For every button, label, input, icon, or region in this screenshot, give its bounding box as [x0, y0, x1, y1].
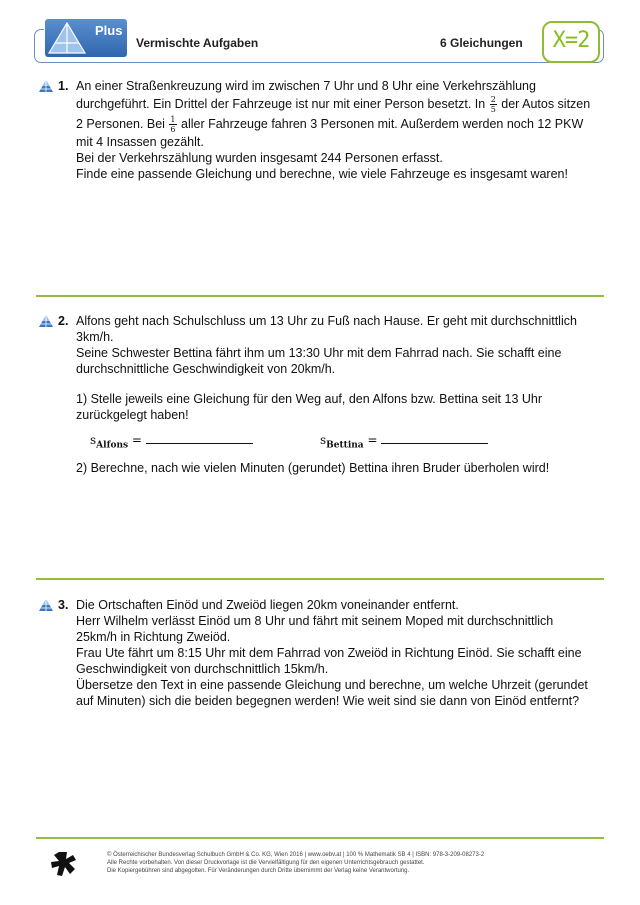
footer-line: Alle Rechte vorbehalten. Von dieser Druckvorlage ist die Vervielfältigung für den eigenen Unterrichtsgebrauch gestattet. [107, 860, 425, 866]
task-text [76, 460, 596, 476]
chapter-title: 6 Gleichungen [440, 36, 523, 50]
text-segment: durchgeführt. Ein Drittel der Fahrzeuge ist nur mit einer Person besetzt. In [76, 97, 489, 111]
fraction-numerator: 1 [170, 115, 176, 125]
spacer [76, 377, 596, 391]
text-line: durchschnittliche Geschwindigkeit von 20km/h. [76, 362, 336, 376]
badge-text: X=2 [552, 28, 590, 53]
copyright-notice [107, 851, 484, 875]
text-line: 25km/h in Richtung Zweiöd. [76, 630, 231, 644]
section-divider [36, 837, 604, 839]
task-number: 2. [58, 314, 69, 328]
text-line [76, 114, 596, 134]
task-number: 1. [58, 79, 69, 93]
logo-text: Plus [95, 23, 123, 38]
oebv-logo-icon [50, 850, 78, 878]
x-equals-2-badge [542, 21, 600, 63]
text-line: 3km/h. [76, 330, 114, 344]
s-subscript: Bettina [326, 440, 364, 451]
text-line: Alfons geht nach Schulschluss um 13 Uhr zu Fuß nach Hause. Er geht mit durchschnittlich [76, 314, 577, 328]
text-line: Die Ortschaften Einöd und Zweiöd liegen 20km voneinander entfernt. [76, 598, 459, 612]
plus-logo [45, 19, 127, 57]
text-line [76, 94, 596, 114]
text-line: Frau Ute fährt um 8:15 Uhr mit dem Fahrrad von Zweiöd in Richtung Einöd. Sie schafft eine [76, 646, 582, 660]
fraction-1-6 [169, 115, 176, 134]
s-symbol: s [320, 433, 327, 447]
equals-sign: = [128, 433, 146, 447]
text-line: zurückgelegt haben! [76, 408, 189, 422]
equals-sign: = [363, 433, 382, 447]
s-subscript: Alfons [96, 440, 129, 451]
text-line: mit 4 Insassen gezählt. [76, 135, 204, 149]
text-line: An einer Straßenkreuzung wird im zwischen 7 Uhr und 8 Uhr eine Verkehrszählung [76, 79, 536, 93]
fraction-2-5 [490, 95, 497, 114]
fraction-denominator: 6 [170, 125, 176, 135]
footer-line: © Österreichischer Bundesverlag Schulbuch GmbH & Co. KG, Wien 2016 | www.oebv.at | 100 % Mathematik SB 4 | ISBN: 978-3-209-08273-2 [107, 852, 485, 858]
text-segment: der Autos sitzen [497, 97, 591, 111]
text-segment: aller Fahrzeuge fahren 3 Personen mit. Außerdem werden noch 12 PKW [177, 117, 584, 131]
fraction-denominator: 5 [490, 105, 496, 115]
text-line: Übersetze den Text in eine passende Gleichung und berechne, um welche Uhrzeit (gerundet [76, 678, 588, 692]
answer-blank[interactable] [381, 443, 488, 444]
text-line: 1) Stelle jeweils eine Gleichung für den Weg auf, den Alfons bzw. Bettina seit 13 Uhr [76, 392, 543, 406]
triangle-level-icon [39, 315, 53, 327]
text-line: 2) Berechne, nach wie vielen Minuten (gerundet) Bettina ihren Bruder überholen wird! [76, 461, 550, 475]
task-number: 3. [58, 598, 69, 612]
fraction-numerator: 2 [490, 95, 496, 105]
section-divider [36, 295, 604, 297]
text-line: Bei der Verkehrszählung wurden insgesamt 244 Personen erfasst. [76, 151, 443, 165]
equation-bettina [320, 433, 488, 450]
task-text [76, 313, 596, 423]
page-title: Vermischte Aufgaben [136, 36, 259, 50]
footer-line: Die Kopiergebühren sind abgegolten. Für Veränderungen durch Dritte übernimmt der Verlag keine Verantwortung. [107, 868, 410, 874]
section-divider [36, 578, 604, 580]
equation-alfons [90, 433, 253, 450]
triangle-level-icon [39, 599, 53, 611]
text-line: Finde eine passende Gleichung und berechne, wie viele Fahrzeuge es insgesamt waren! [76, 167, 568, 181]
task-text [76, 78, 596, 182]
answer-blank[interactable] [146, 443, 253, 444]
text-segment: 2 Personen. Bei [76, 117, 169, 131]
text-line: Seine Schwester Bettina fährt ihm um 13:30 Uhr mit dem Fahrrad nach. Sie schafft eine [76, 346, 562, 360]
triangle-level-icon [39, 80, 53, 92]
text-line: auf Minuten) sich die beiden begegnen werden! Wie weit sind sie dann von Einöd entfernt? [76, 694, 580, 708]
text-line: Herr Wilhelm verlässt Einöd um 8 Uhr und fährt mit seinem Moped mit durchschnittlich [76, 614, 554, 628]
text-line: Geschwindigkeit von durchschnittlich 15km/h. [76, 662, 329, 676]
s-symbol: s [90, 433, 97, 447]
task-text [76, 597, 596, 709]
